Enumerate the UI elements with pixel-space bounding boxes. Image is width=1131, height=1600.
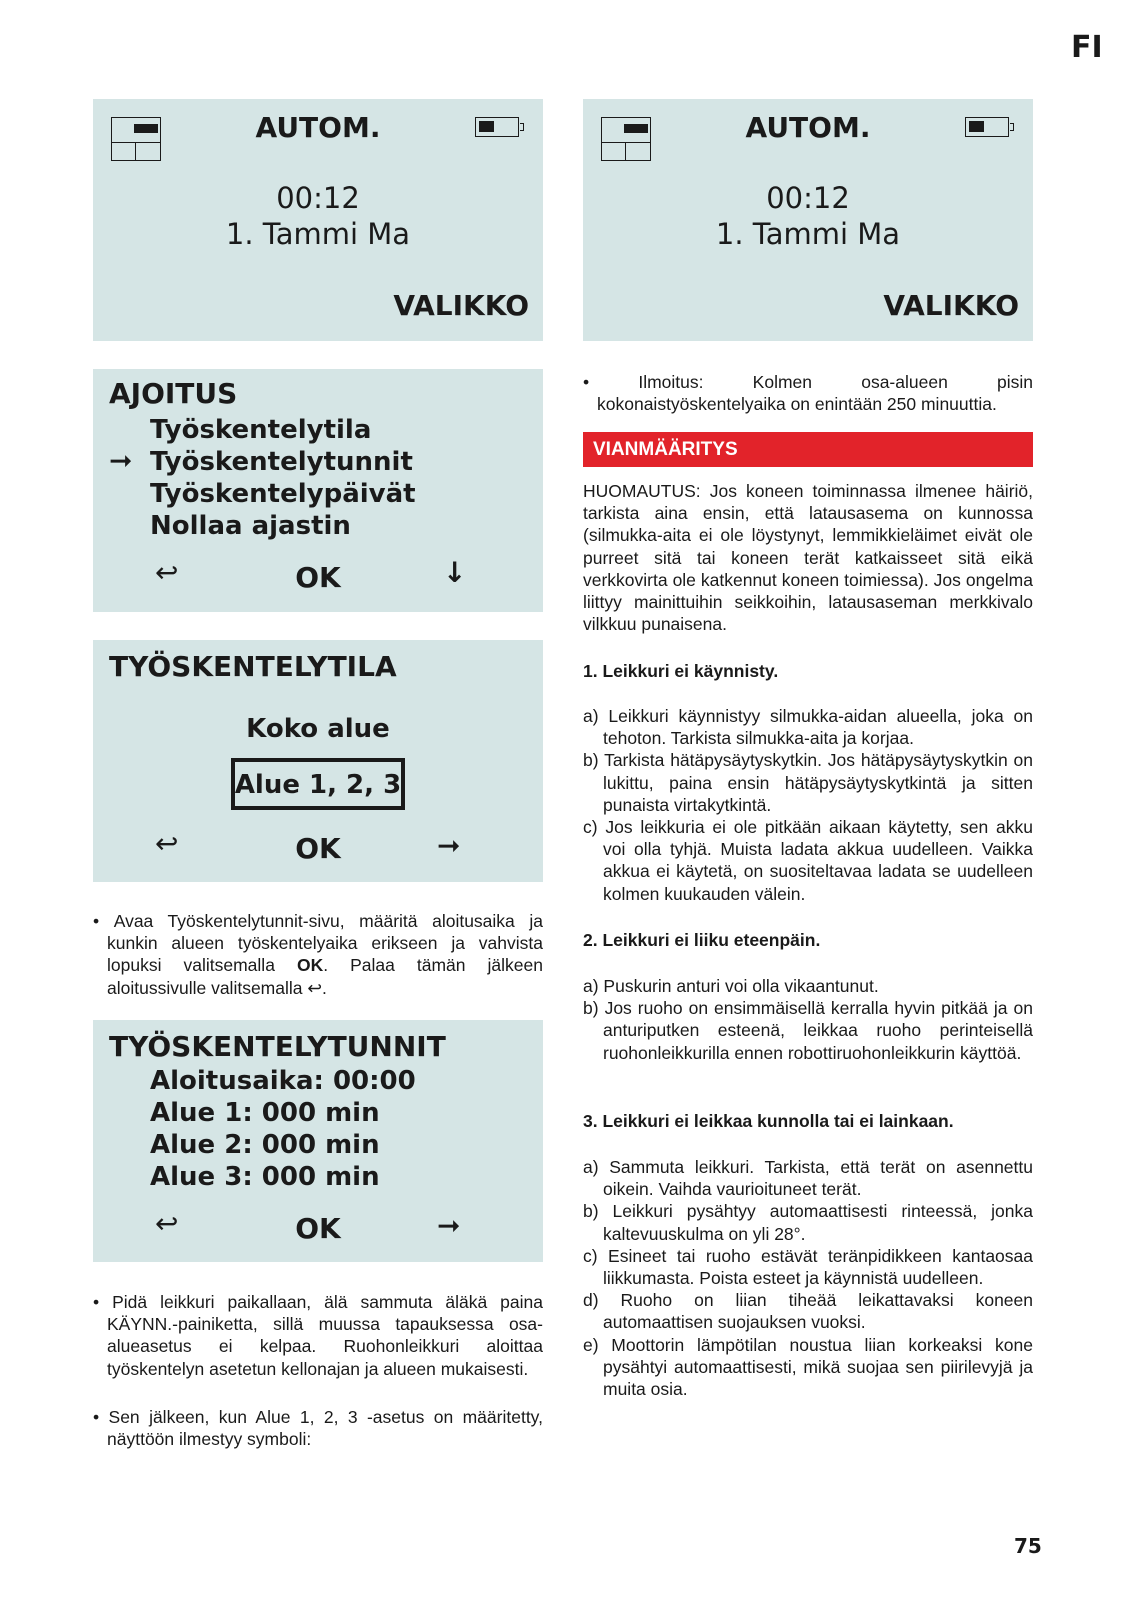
list-item: b) Tarkista hätäpysäytyskytkin. Jos hätäpysäytyskytkin on lukittu, paina ensin hätäpysäytyskytkintä ja sitten punaista virtakytkintä. [583,750,1033,815]
menu-item: Työskentelytila [150,415,372,445]
ok-label: OK [295,1212,341,1245]
list-item: c) Esineet tai ruoho estävät teränpidikkeen kantaosaa liikkumasta. Poista esteet ja käynnistä uudelleen. [583,1245,1033,1289]
autom-title: AUTOM. [745,111,871,144]
list-item: e) Moottorin lämpötilan noustua liian korkeaksi kone pysähtyi automaattisesti, mikä suojaa sen piirilevyjä ja muita osia. [583,1334,1033,1400]
list-item: a) Leikkuri käynnistyy silmukka-aidan alueella, joka on tehoton. Tarkista silmukka-aita ja korjaa. [583,706,1033,749]
problem-heading-2: 2. Leikkuri ei liiku eteenpäin. [583,930,821,950]
instruction-end: . [322,977,327,998]
option-areas: Alue 1, 2, 3 [234,770,402,800]
problem-heading-1: 1. Leikkuri ei käynnisty. [583,661,779,681]
back-icon: ↩ [307,977,323,998]
list-item: a) Sammuta leikkuri. Tarkista, että terät on asennettu oikein. Vaihda vaurioituneet terät. [583,1157,1033,1200]
menu-item: Nollaa ajastin [150,511,351,541]
pointer-arrow-icon: ➞ [109,444,133,477]
right-arrow-icon: ➞ [437,829,461,862]
area2-line: Alue 2: 000 min [150,1130,380,1160]
tila-title: TYÖSKENTELYTILA [109,650,397,683]
problem-list-3 [583,1156,1033,1400]
ajoitus-screen [93,369,543,612]
menu-label: VALIKKO [883,289,1019,322]
instruction-text: Pidä leikkuri paikallaan, älä sammuta äläkä paina KÄYNN.-painiketta, sillä muussa tapauksessa osa-alueasetus ei kelpaa. Ruohonleikkuri aloittaa työskentelyn asetetun kellonajan ja alueen mukaisesti. [107,1292,543,1379]
instruction-paragraph: • Sen jälkeen, kun Alue 1, 2, 3 -asetus on määritetty, näyttöön ilmestyy symboli: [93,1407,543,1450]
area3-line: Alue 3: 000 min [150,1162,380,1192]
autom-time: 00:12 [276,181,360,215]
ok-label: OK [295,832,341,865]
note-text: Ilmoitus: Kolmen osa-alueen pisin kokonaistyöskentelyaika on enintään 250 minuuttia. [597,372,1033,415]
instruction-paragraph: • Pidä leikkuri paikallaan, älä sammuta äläkä paina KÄYNN.-painiketta, sillä muussa tapauksessa osa-alueasetus ei kelpaa. Ruohonleikkuri aloittaa työskentelyn asetetun kellonajan ja alueen mukaisesti. [93,1292,543,1379]
instruction-text-a: Avaa Työskentelytunnit-sivu, määritä aloitusaika ja kunkin alueen työskentelyaika erikseen ja vahvista lopuksi valitsemalla [107,911,543,976]
tila-screen [93,640,543,882]
right-arrow-icon: ➞ [437,1209,461,1242]
instruction-text-b: . Palaa tämän jälkeen aloitussivulle valitsemalla [107,955,543,998]
intro-paragraph [583,480,1033,635]
intro-text: HUOMAUTUS: Jos koneen toiminnassa ilmenee häiriö, tarkista aina ensin, että latausasema on kunnossa (silmukka-aita ei ole löystynyt, lemmikkieläimet eivät ole purreet sitä tai koneen terät katkaisseet sitä eikä verkkovirta ole katkennut koneen toimiessa). Jos ongelma liittyy mainittuihin seikkoihin, latausaseman merkkivalo vilkkuu punaisena. [583,481,1033,635]
menu-item: Työskentelypäivät [150,479,416,509]
instruction-text: Sen jälkeen, kun Alue 1, 2, 3 -asetus on määritetty, näyttöön ilmestyy symboli: [107,1407,543,1450]
problem-list-1 [583,705,1033,905]
autom-time: 00:12 [766,181,850,215]
list-item: d) Ruoho on liian tiheää leikattavaksi koneen automaattisen suojauksen vuoksi. [583,1290,1033,1333]
back-icon: ↩ [155,556,179,589]
autom-screen-left [93,99,543,341]
list-item: b) Jos ruoho on ensimmäisellä kerralla hyvin pitkää ja on anturiputken esteenä, leikkaa ruoho perinteisellä ruohonleikkurilla ennen robottiruohonleikkurin käyttöä. [583,998,1033,1063]
autom-date: 1. Tammi Ma [715,217,901,251]
list-item: c) Jos leikkuria ei ole pitkään aikaan käytetty, sen akku voi olla tyhjä. Muista ladata akkua uudelleen. Vaikka akkua ei käytetä, on suositeltavaa ladata se uudelleen kolmen kuukauden välein. [583,817,1033,904]
autom-screen-right [583,99,1033,341]
menu-item-selected: Työskentelytunnit [150,447,413,477]
list-item: b) Leikkuri pysähtyy automaattisesti rinteessä, jonka kaltevuuskulma on yli 28°. [583,1201,1033,1244]
back-icon: ↩ [155,827,179,860]
start-time-line: Aloitusaika: 00:00 [150,1066,416,1096]
ok-label: OK [295,561,341,594]
tunnit-title: TYÖSKENTELYTUNNIT [109,1030,446,1063]
language-tag: FI [1071,30,1103,65]
autom-title: AUTOM. [255,111,381,144]
instruction-paragraph: • Avaa Työskentelytunnit-sivu, määritä aloitusaika ja kunkin alueen työskentelyaika erikseen ja vahvista lopuksi valitsemalla OK. Palaa tämän jälkeen aloitussivulle valitsemalla ↩. [93,911,543,998]
problem-list-2 [583,975,1033,1064]
area1-line: Alue 1: 000 min [150,1098,380,1128]
note-paragraph: • Ilmoitus: Kolmen osa-alueen pisin kokonaistyöskentelyaika on enintään 250 minuuttia. [583,372,1033,415]
autom-date: 1. Tammi Ma [225,217,411,251]
ok-inline: OK [296,955,324,976]
menu-label: VALIKKO [393,289,529,322]
option-whole-area: Koko alue [246,714,390,744]
list-item: a) Puskurin anturi voi olla vikaantunut. [583,976,879,996]
page-number: 75 [1014,1534,1042,1558]
section-title: VIANMÄÄRITYS [583,432,1033,467]
down-arrow-icon: ↓ [443,556,467,589]
ajoitus-title: AJOITUS [109,377,238,410]
problem-heading-3: 3. Leikkuri ei leikkaa kunnolla tai ei lainkaan. [583,1111,954,1131]
back-icon: ↩ [155,1207,179,1240]
tunnit-screen [93,1020,543,1262]
